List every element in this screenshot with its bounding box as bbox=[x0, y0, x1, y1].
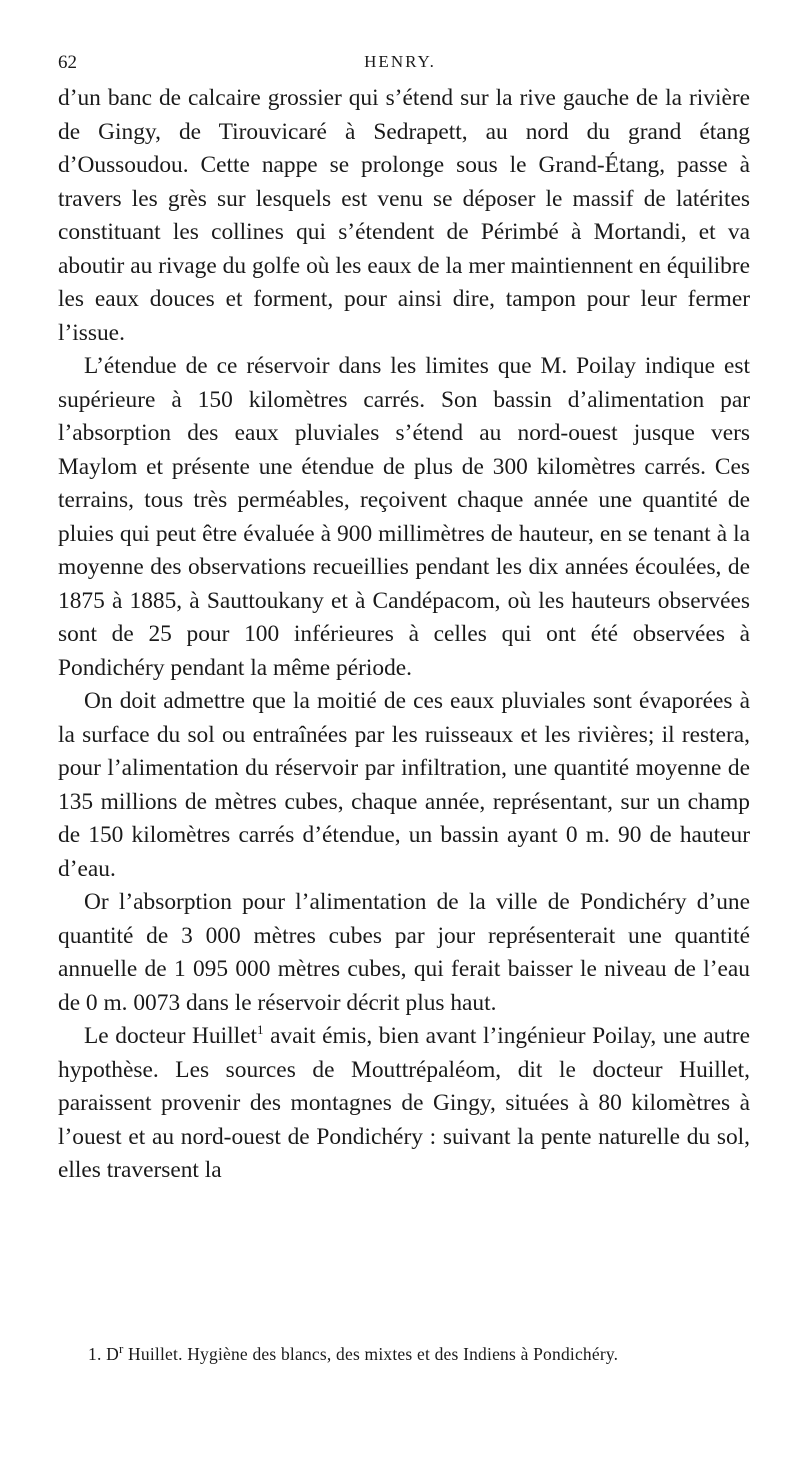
footnote-reference: 1 bbox=[257, 1022, 264, 1038]
paragraph-4: Or l’absorption pour l’alimentation de la ville de Pondichéry d’une quantité de 3 000 mètres cubes par jour représenterait une quantité annuelle de 1 095 000 mètres cubes, qui ferait baisser le niveau de l’eau de 0 m. 0073 dans le réservoir décrit plus haut. bbox=[58, 889, 750, 1016]
footnote bbox=[88, 1342, 760, 1366]
footnote-marker-sup: r bbox=[118, 1341, 124, 1357]
page-number: 62 bbox=[58, 52, 77, 73]
paragraph-3: On doit admettre que la moitié de ces eaux pluviales sont évaporées à la surface du sol ou entraînées par les ruisseaux et les rivières; il restera, pour l’alimentation du réservoir par infiltration, une quantité moyenne de 135 millions de mètres cubes, chaque année, représentant, sur un champ de 150 kilomètres carrés d’étendue, un bassin ayant 0 m. 90 de hauteur d’eau. bbox=[58, 688, 750, 882]
running-head bbox=[58, 52, 742, 76]
paragraph-5-rest: avait émis, bien avant l’ingénieur Poilay, une autre hypothèse. Les sources de Mouttrépaléom, dit le docteur Huillet, paraissent provenir des montagnes de Gingy, situées à 80 kilomètres à l’ouest et au nord-ouest de Pondichéry : suivant la pente naturelle du sol, elles traversent la bbox=[58, 1023, 751, 1183]
footnote-marker: 1. D bbox=[88, 1344, 119, 1364]
running-title: HENRY. bbox=[364, 52, 436, 71]
paragraph-1: d’un banc de calcaire grossier qui s’étend sur la rive gauche de la rivière de Gingy, de Tirouvicaré à Sedrapett, au nord du grand étang d’Oussoudou. Cette nappe se prolonge sous le Grand-Étang, passe à travers les grès sur lesquels est venu se déposer le massif de latérites constituant les collines qui s’étendent de Périmbé à Mortandi, et va aboutir au rivage du golfe où les eaux de la mer maintiennent en équilibre les eaux douces et forment, pour ainsi dire, tampon pour leur fermer l’issue. bbox=[58, 85, 750, 346]
paragraph-5-start: Le docteur Huillet bbox=[84, 1023, 257, 1049]
body-text bbox=[58, 82, 750, 1188]
paragraph-5 bbox=[58, 1020, 750, 1188]
footnote-text: Huillet. Hygiène des blancs, des mixtes et des Indiens à Pondichéry. bbox=[123, 1344, 619, 1364]
paragraph-2: L’étendue de ce réservoir dans les limites que M. Poilay indique est supérieure à 150 kilomètres carrés. Son bassin d’alimentation par l’absorption des eaux pluviales s’étend au nord-ouest jusque vers Maylom et présente une étendue de plus de 300 kilomètres carrés. Ces terrains, tous très perméables, reçoivent chaque année une quantité de pluies qui peut être évaluée à 900 millimètres de hauteur, en se tenant à la moyenne des observations recueillies pendant les dix années écoulées, de 1875 à 1885, à Sauttoukany et à Candépacom, où les hauteurs observées sont de 25 pour 100 inférieures à celles qui ont été observées à Pondichéry pendant la même période. bbox=[58, 353, 750, 681]
